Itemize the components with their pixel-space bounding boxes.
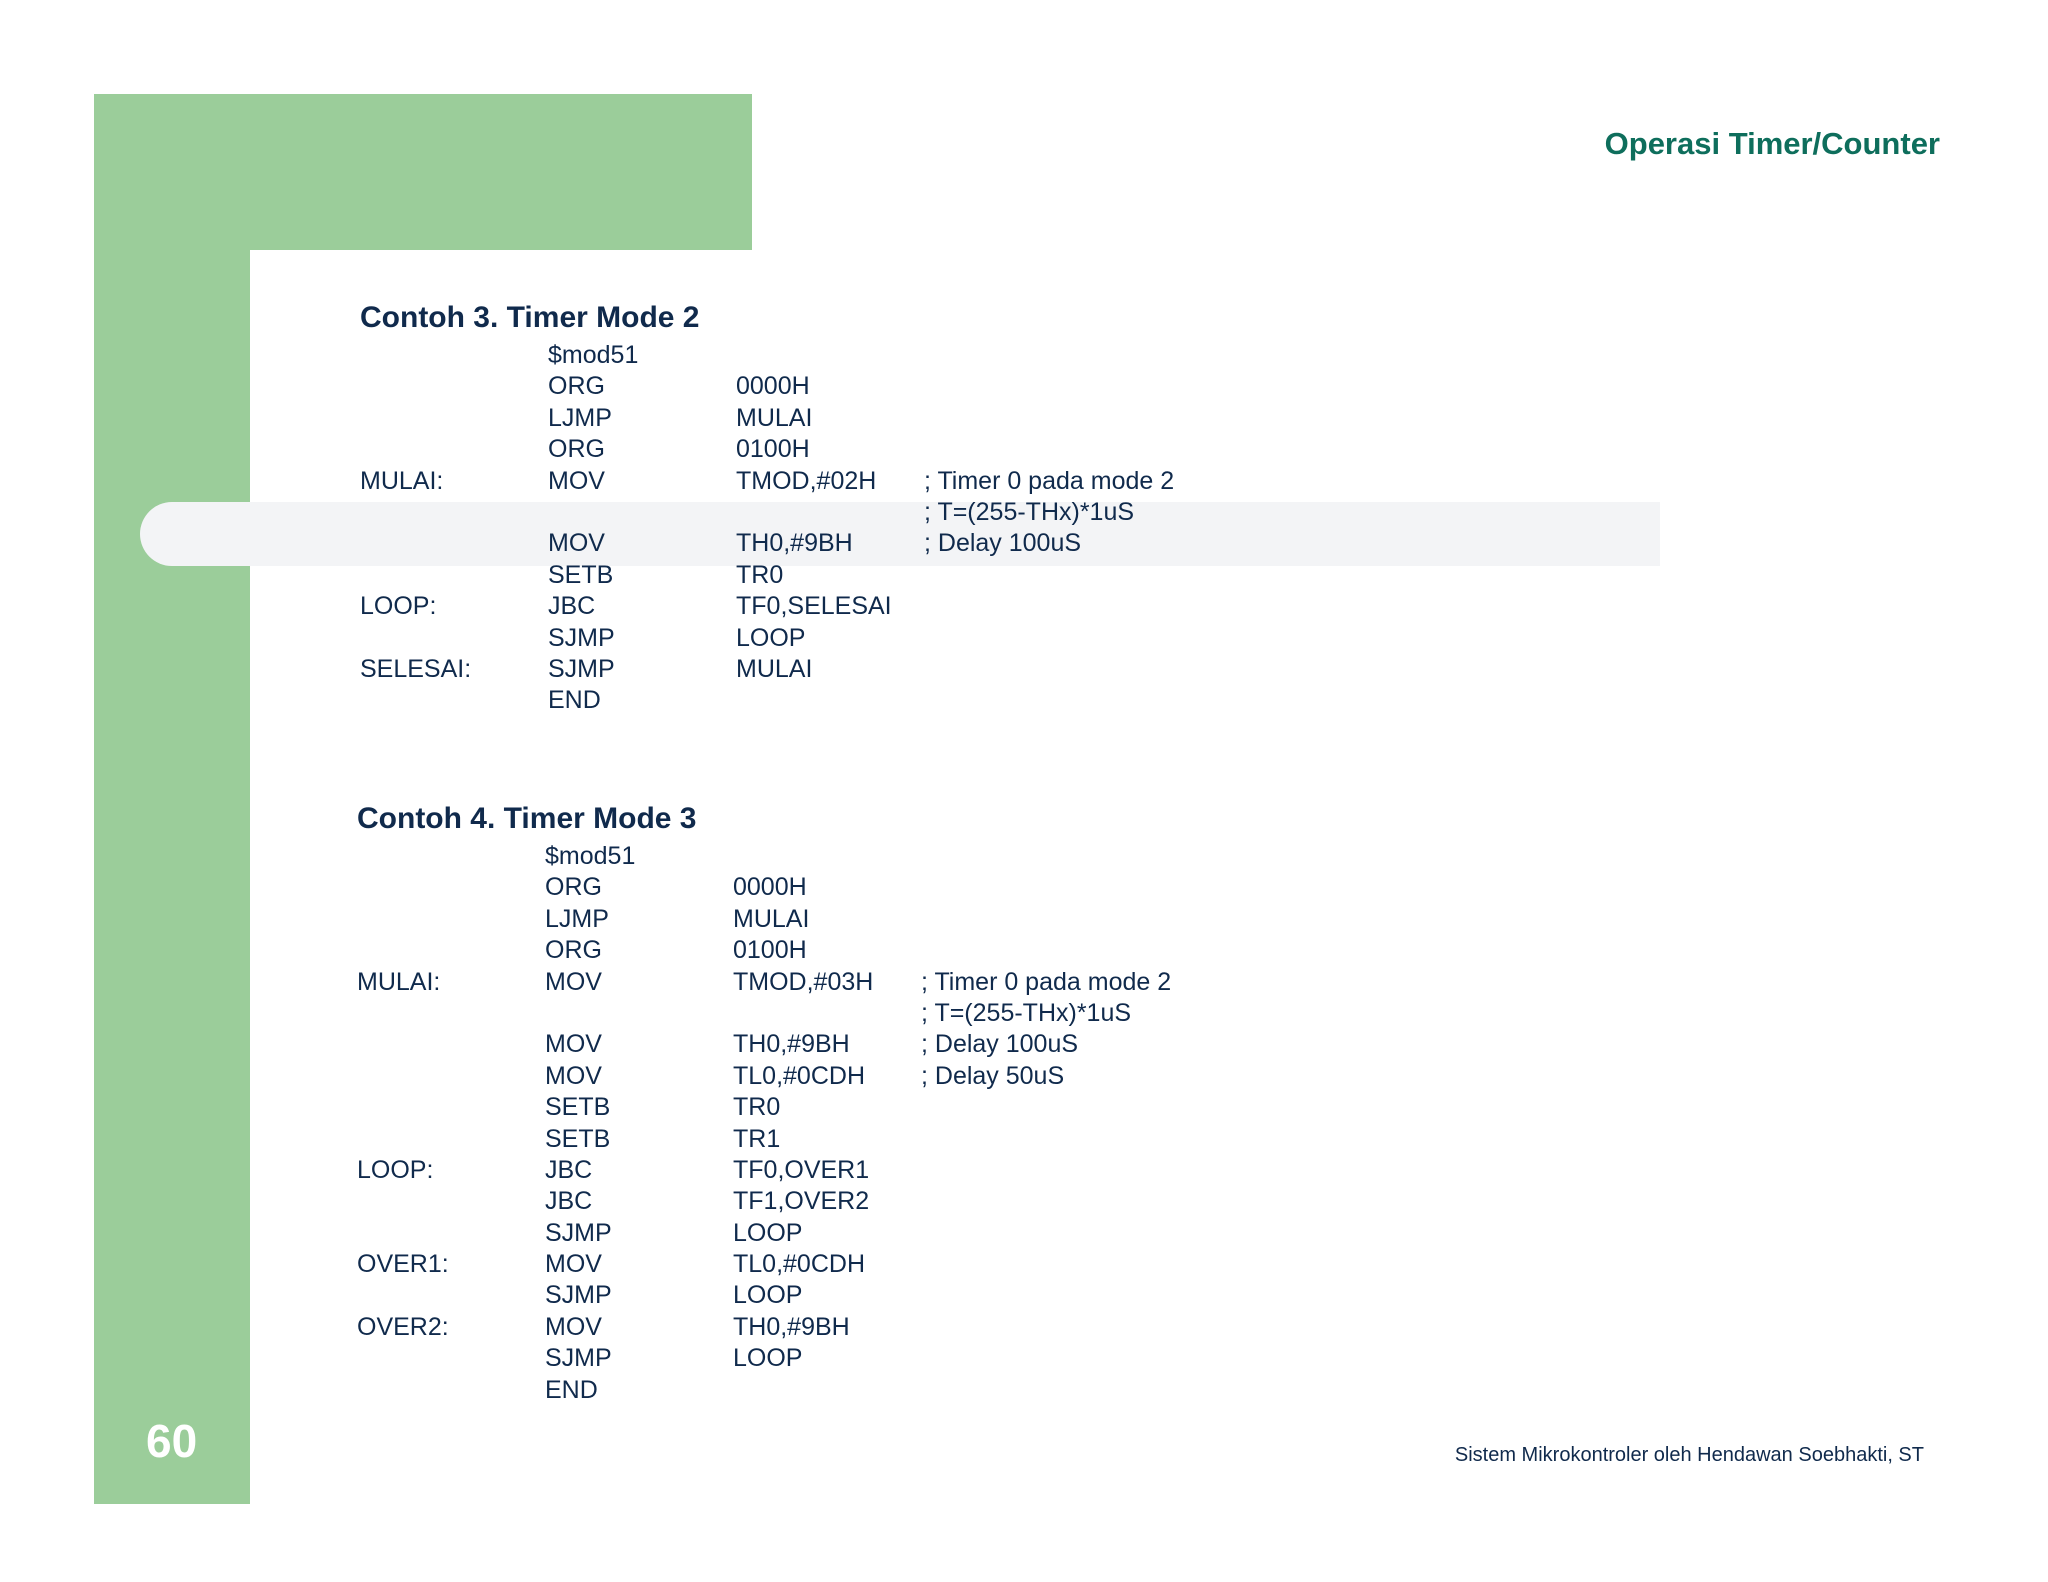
code-operand: TMOD,#02H — [736, 466, 877, 495]
code-instruction: SJMP — [548, 623, 615, 652]
code-operand: TH0,#9BH — [733, 1312, 850, 1341]
code-operand: TMOD,#03H — [733, 967, 874, 996]
code-operand: 0100H — [736, 435, 810, 464]
code-instruction: SETB — [545, 1124, 611, 1153]
example-4-section — [357, 797, 1172, 1406]
code-comment: ; Timer 0 pada mode 2 — [921, 967, 1172, 996]
code-instruction: SJMP — [548, 654, 615, 683]
code-operand: LOOP — [733, 1344, 803, 1373]
code-instruction: MOV — [545, 1061, 602, 1090]
code-instruction: LJMP — [548, 403, 612, 432]
page-number: 60 — [146, 1415, 198, 1467]
code-operand: TL0,#0CDH — [733, 1250, 865, 1279]
code-instruction: ORG — [545, 873, 602, 902]
code-line — [357, 1029, 1079, 1060]
code-label: LOOP: — [357, 1155, 434, 1184]
code-instruction: SETB — [548, 560, 614, 589]
code-listing — [357, 841, 1172, 1406]
code-label: MULAI: — [357, 967, 441, 996]
code-line — [357, 1249, 865, 1280]
code-line — [360, 340, 699, 371]
page-title: Operasi Timer/Counter — [1604, 126, 1940, 161]
code-instruction: SJMP — [545, 1218, 612, 1247]
code-instruction: END — [545, 1375, 598, 1404]
code-operand: TF0,OVER1 — [733, 1155, 870, 1184]
code-line — [357, 935, 807, 966]
code-line — [360, 371, 810, 402]
code-operand: TH0,#9BH — [733, 1030, 850, 1059]
code-operand: LOOP — [733, 1218, 803, 1247]
code-label: MULAI: — [360, 466, 444, 495]
code-instruction: SETB — [545, 1093, 611, 1122]
code-line — [357, 998, 1132, 1029]
code-operand: 0100H — [733, 936, 807, 965]
code-instruction: MOV — [548, 466, 605, 495]
code-operand: TF0,SELESAI — [736, 592, 892, 621]
code-line — [360, 528, 1082, 559]
green-sidebar-block — [94, 94, 250, 1504]
code-operand: 0000H — [736, 372, 810, 401]
code-instruction: LJMP — [545, 904, 609, 933]
code-line — [360, 560, 784, 591]
code-label: SELESAI: — [360, 654, 472, 683]
code-operand: MULAI — [736, 654, 813, 683]
code-line — [360, 654, 813, 685]
code-operand: TF1,OVER2 — [733, 1187, 870, 1216]
code-line — [357, 1092, 781, 1123]
code-line — [357, 1124, 781, 1155]
code-instruction: JBC — [548, 592, 596, 621]
code-label: LOOP: — [360, 592, 437, 621]
code-line — [357, 1343, 803, 1374]
code-operand: TH0,#9BH — [736, 529, 853, 558]
code-operand: MULAI — [736, 403, 813, 432]
code-instruction: SJMP — [545, 1281, 612, 1310]
code-comment: ; Delay 100uS — [924, 529, 1082, 558]
code-comment: ; T=(255-THx)*1uS — [924, 497, 1135, 526]
code-instruction: MOV — [545, 1030, 602, 1059]
footer-credit: Sistem Mikrokontroler oleh Hendawan Soebhakti, ST — [1454, 1444, 1924, 1466]
code-line — [360, 591, 892, 622]
code-line — [360, 403, 813, 434]
code-line — [357, 1061, 1065, 1092]
code-operand: TR0 — [736, 560, 784, 589]
code-line — [360, 497, 1135, 528]
code-comment: ; Timer 0 pada mode 2 — [924, 466, 1175, 495]
code-line — [357, 1186, 870, 1217]
code-line — [357, 1312, 850, 1343]
section-title: Contoh 4. Timer Mode 3 — [357, 802, 697, 835]
code-instruction: ORG — [545, 936, 602, 965]
code-instruction: MOV — [545, 967, 602, 996]
code-line — [357, 841, 696, 872]
example-3-section — [360, 296, 1175, 717]
code-line — [357, 1218, 803, 1249]
code-line — [357, 904, 810, 935]
code-instruction: $mod51 — [548, 341, 639, 369]
code-comment: ; Delay 50uS — [921, 1061, 1065, 1090]
code-operand: LOOP — [736, 623, 806, 652]
code-instruction: $mod51 — [545, 842, 636, 870]
code-instruction: MOV — [545, 1250, 602, 1279]
code-listing — [360, 340, 1175, 717]
code-line — [357, 1280, 803, 1311]
code-instruction: END — [548, 686, 601, 715]
code-line — [357, 1375, 696, 1406]
code-line — [357, 967, 1172, 998]
code-instruction: MOV — [548, 529, 605, 558]
code-operand: TL0,#0CDH — [733, 1061, 865, 1090]
code-instruction: ORG — [548, 435, 605, 464]
code-line — [357, 1155, 870, 1186]
code-line — [357, 872, 807, 903]
content-corner-curve — [250, 250, 330, 330]
code-comment: ; T=(255-THx)*1uS — [921, 998, 1132, 1027]
code-label: OVER1: — [357, 1250, 449, 1279]
code-operand: TR1 — [733, 1124, 781, 1153]
code-operand: 0000H — [733, 873, 807, 902]
code-instruction: JBC — [545, 1187, 593, 1216]
code-instruction: SJMP — [545, 1344, 612, 1373]
code-operand: TR0 — [733, 1093, 781, 1122]
section-title: Contoh 3. Timer Mode 2 — [360, 301, 700, 334]
code-comment: ; Delay 100uS — [921, 1030, 1079, 1059]
code-line — [360, 466, 1175, 497]
code-line — [360, 434, 810, 465]
code-line — [360, 685, 699, 716]
code-line — [360, 623, 806, 654]
code-label: OVER2: — [357, 1312, 449, 1341]
code-instruction: JBC — [545, 1155, 593, 1184]
code-operand: MULAI — [733, 904, 810, 933]
code-instruction: ORG — [548, 372, 605, 401]
code-operand: LOOP — [733, 1281, 803, 1310]
code-instruction: MOV — [545, 1312, 602, 1341]
